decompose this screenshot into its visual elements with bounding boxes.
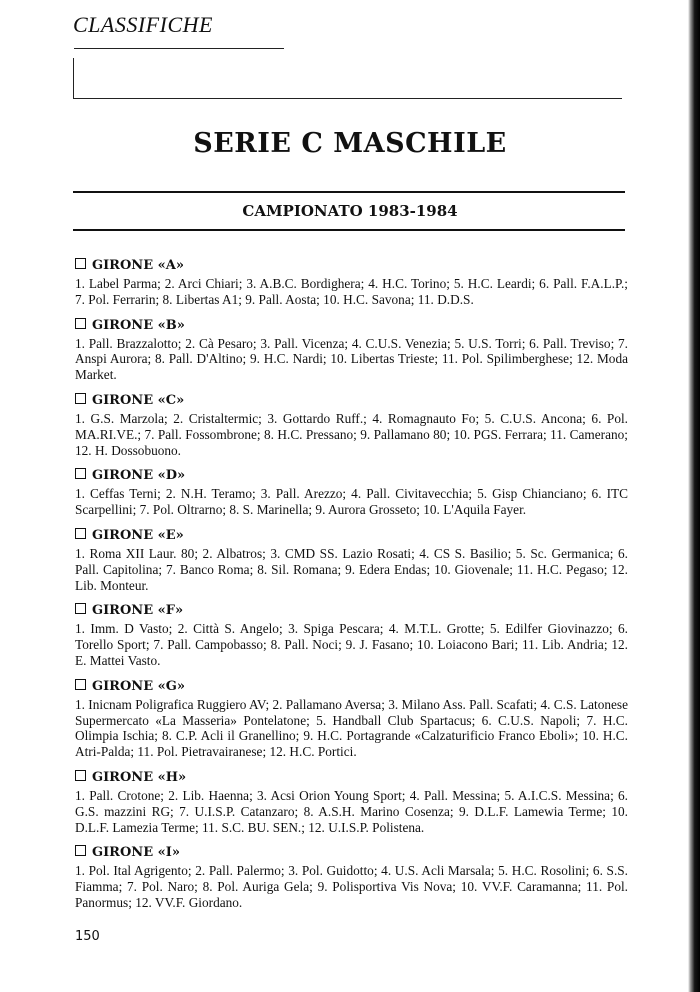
group-name: GIRONE «E»: [92, 527, 184, 543]
group-heading: [75, 256, 628, 276]
group-f: [75, 601, 628, 668]
group-name: GIRONE «G»: [92, 678, 185, 694]
group-heading: [75, 391, 628, 411]
group-g: [75, 677, 628, 760]
subtitle-rule-top: [73, 191, 625, 193]
group-name: GIRONE «A»: [92, 258, 184, 273]
group-standings: 1. Inicnam Poligrafica Ruggiero AV; 2. Pallamano Aversa; 3. Milano Ass. Pall. Scafati; 4. C.S. Latonese Supermercato «La Masseria» Pontelatone; 5. Handball Club Spartacus; 6. C.U.S. Napoli; 7. H.C. Olimpia Ischia; 8. C.P. Acli il Granellino; 9. H.C. Portagrande «Calzaturificio Franco Eboli»; 10. H.C. Atri-Palda; 11. Pol. Pietravairanese; 12. H.C. Portici.: [75, 696, 628, 760]
group-name: GIRONE «C»: [92, 392, 185, 408]
group-c: [75, 391, 628, 458]
section-box-frame: [73, 58, 622, 99]
subtitle-rule-bottom: [73, 229, 625, 231]
checkbox-square-icon: [75, 603, 86, 614]
page-number: 150: [75, 929, 100, 944]
page-title: SERIE C MASCHILE: [193, 128, 507, 159]
group-standings: 1. Ceffas Terni; 2. N.H. Teramo; 3. Pall. Arezzo; 4. Pall. Civitavecchia; 5. Gisp Chianciano; 6. ITC Scarpellini; 7. Pol. Oltrarno; 8. S. Marinella; 9. Aurora Grosseto; 10. L'Aquila Fayer.: [75, 486, 628, 518]
group-i: [75, 843, 628, 910]
group-name: GIRONE «D»: [92, 468, 186, 484]
section-label: CLASSIFICHE: [73, 12, 213, 37]
group-heading: [75, 843, 628, 863]
group-e: [75, 526, 628, 593]
book-spine-edge: [688, 0, 700, 992]
group-standings: 1. Pol. Ital Agrigento; 2. Pall. Palermo; 3. Pol. Guidotto; 4. U.S. Acli Marsala; 5. H.C. Rosolini; 6. S.S. Fiamma; 7. Pol. Naro; 8. Pol. Auriga Gela; 9. Polisportiva Vis Nova; 10. VV.F. Caramanna; 11. Pol. Panormus; 12. VV.F. Giordano.: [75, 863, 628, 910]
group-heading: [75, 316, 628, 336]
section-rule: [74, 48, 284, 49]
group-standings: 1. G.S. Marzola; 2. Cristaltermic; 3. Gottardo Ruff.; 4. Romagnauto Fo; 5. C.U.S. Ancona; 6. Pol. MA.RI.VE.; 7. Pall. Fossombrone; 8. H.C. Pressano; 9. Pallamano 80; 10. PGS. Ferrara; 11. Camerano; 12. H. Dossobuono.: [75, 410, 628, 458]
checkbox-square-icon: [75, 393, 86, 404]
checkbox-square-icon: [75, 679, 86, 690]
checkbox-square-icon: [75, 258, 86, 269]
checkbox-square-icon: [75, 770, 86, 781]
checkbox-square-icon: [75, 468, 86, 479]
group-heading: [75, 677, 628, 697]
group-heading: [75, 768, 628, 788]
group-standings: 1. Label Parma; 2. Arci Chiari; 3. A.B.C. Bordighera; 4. H.C. Torino; 5. H.C. Leardi; 6. Pall. F.A.L.P.; 7. Pol. Ferrarin; 8. Libertas A1; 9. Pall. Aosta; 10. H.C. Savona; 11. D.D.S.: [75, 276, 628, 307]
group-b: [75, 316, 628, 383]
group-name: GIRONE «B»: [92, 317, 185, 333]
group-standings: 1. Pall. Brazzalotto; 2. Cà Pesaro; 3. Pall. Vicenza; 4. C.U.S. Venezia; 5. U.S. Torri; 6. Pall. Treviso; 7. Anspi Aurora; 8. Pall. D'Altino; 9. H.C. Nardi; 10. Libertas Trieste; 11. Pol. Spilimberghese; 12. Moda Market.: [75, 335, 628, 383]
group-name: GIRONE «H»: [92, 769, 187, 785]
checkbox-square-icon: [75, 528, 86, 539]
group-heading: [75, 526, 628, 546]
group-standings: 1. Imm. D Vasto; 2. Città S. Angelo; 3. Spiga Pescara; 4. M.T.L. Grotte; 5. Edilfer Giovinazzo; 6. Torello Sport; 7. Pall. Campobasso; 8. Pall. Noci; 9. J. Fasano; 10. Loiacono Bari; 11. Lib. Andria; 12. E. Mattei Vasto.: [75, 621, 628, 668]
checkbox-square-icon: [75, 318, 86, 329]
checkbox-square-icon: [75, 845, 86, 856]
group-h: [75, 768, 628, 835]
group-heading: [75, 466, 628, 486]
group-d: [75, 466, 628, 518]
group-name: GIRONE «F»: [92, 603, 184, 619]
group-standings: 1. Roma XII Laur. 80; 2. Albatros; 3. CMD SS. Lazio Rosati; 4. CS S. Basilio; 5. Sc. Germanica; 6. Pall. Capitolina; 7. Banco Roma; 8. Sil. Romana; 9. Edera Endas; 10. Giovenale; 11. H.C. Pegaso; 12. Lib. Monteur.: [75, 545, 628, 593]
group-a: [75, 256, 628, 308]
group-heading: [75, 601, 628, 621]
group-name: GIRONE «I»: [92, 845, 180, 861]
championship-subtitle: CAMPIONATO 1983-1984: [242, 202, 458, 220]
group-standings: 1. Pall. Crotone; 2. Lib. Haenna; 3. Acsi Orion Young Sport; 4. Pall. Messina; 5. A.I.C.S. Messina; 6. G.S. mazzini RG; 7. U.I.S.P. Catanzaro; 8. A.S.H. Marino Cosenza; 9. D.L.F. Lamewia Terme; 10. D.L.F. Lamezia Terme; 11. S.C. BU. SEN.; 12. U.I.S.P. Polistena.: [75, 787, 628, 835]
standings-groups: [75, 256, 628, 919]
